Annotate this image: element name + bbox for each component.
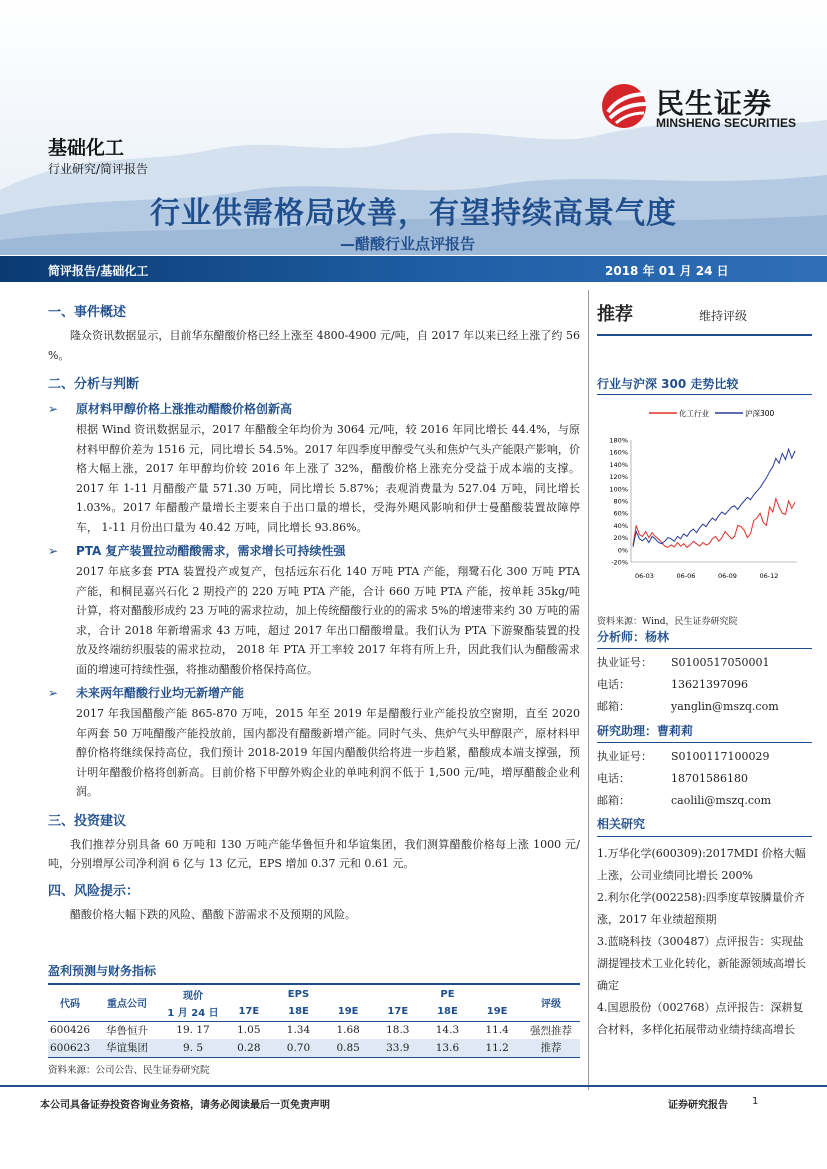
- report-type: 行业研究/简评报告: [48, 162, 149, 176]
- arrow-bullet-icon: ➢: [48, 544, 59, 558]
- brand-name-cn: 民生证券: [656, 87, 773, 120]
- section-3-title: 三、投资建议: [48, 813, 127, 829]
- chart-heading: 行业与沪深 300 走势比较: [597, 377, 739, 391]
- y-tick-label: 140%: [609, 460, 628, 469]
- y-tick-label: 180%: [609, 436, 628, 445]
- chart-legend: [649, 408, 775, 418]
- column-divider: [588, 290, 589, 1090]
- y-tick-label: 80%: [613, 497, 628, 506]
- subsection-1-title: ➢ 原材料甲醇价格上涨推动醋酸价格创新高: [48, 398, 580, 420]
- legend-label-hs300: 沪深300: [745, 409, 775, 418]
- footer-report-label: 证券研究报告: [668, 1100, 728, 1111]
- chart-source: 资料来源：Wind，民生证券研究院: [597, 617, 738, 627]
- brand-name-en: MINSHENG SECURITIES: [656, 116, 797, 130]
- series-line-chem: [633, 499, 795, 548]
- footer-rule: [0, 1085, 827, 1087]
- th-company: 重点公司: [107, 999, 147, 1011]
- related-item[interactable]: 3.蓝晓科技（300487）点评报告：实现盐湖提锂技术工业化转化，新能源领域高增长确定: [597, 935, 806, 992]
- subsection-2-title: ➢ PTA 复产装置拉动醋酸需求，需求增长可持续性强: [48, 540, 580, 562]
- y-tick-label: 0%: [617, 546, 628, 555]
- y-tick-label: 60%: [613, 509, 628, 518]
- sector-title: 基础化工: [48, 137, 125, 159]
- section-4-text: 醋酸价格大幅下跌的风险、醋酸下游需求不及预期的风险。: [70, 907, 356, 921]
- band-date: 2018 年 01 月 24 日: [605, 264, 729, 278]
- sidebar: [597, 300, 812, 336]
- analyst-phone-row: 电话： 13621397096: [597, 678, 748, 691]
- forecast-block: [48, 962, 580, 1076]
- th-eps-18e: 18E: [288, 1006, 309, 1018]
- assistant-phone-row: 电话： 18701586180: [597, 772, 748, 785]
- minsheng-logo-icon: [600, 82, 652, 130]
- y-tick-label: 160%: [609, 448, 628, 457]
- report-subtitle: —醋酸行业点评报告: [340, 235, 476, 253]
- rating-note: 维持评级: [699, 309, 748, 323]
- th-code: 代码: [60, 999, 80, 1011]
- band-category: 简评报告/基础化工: [48, 264, 149, 278]
- assistant-heading: 研究助理：曹莉莉: [597, 722, 812, 743]
- th-price: 现价: [183, 990, 203, 1002]
- forecast-source: 资料来源：公司公告、民生证券研究院: [48, 1064, 210, 1076]
- y-tick-label: 20%: [613, 534, 628, 543]
- chart-heading-rule: [597, 394, 812, 395]
- footer-page-number: 1: [752, 1096, 759, 1107]
- legend-label-chem: 化工行业: [679, 409, 709, 418]
- arrow-bullet-icon: ➢: [48, 402, 59, 416]
- y-tick-label: 40%: [613, 521, 628, 530]
- subsection-1-text: 根据 Wind 资讯数据显示，2017 年醋酸全年均价为 3064 元/吨，较 2016 年同比增长 44.4%，与原材料甲醇价差为 1516 元，同比增长 54.5%。2017 年四季度甲醇受气头和焦炉气头产能限产影响，价格大幅上涨，2017 年甲醇均价较 2016 年上涨了 32%，醋酸价格上涨充分受益于成本端的支撑。2017 年 1-11 月醋酸产量 571.30 万吨，同比增长 5.87%；表观消费量为 527.04 万吨，同比增长 1.03%。2017 年醋酸产量增长主要来自于出口量的增长，受海外飓风影响和伊士曼醋酸装置故障停车， 1-11 月份出口量为 40.42 万吨，同比增长 93.86%。: [76, 423, 580, 534]
- section-3-text: 我们推荐分别具备 60 万吨和 130 万吨产能华鲁恒升和华谊集团，我们测算醋酸价格每上涨 1000 元/吨，分别增厚公司净利润 6 亿与 13 亿元，EPS 增加 0.37 元和 0.61 元。: [48, 837, 580, 870]
- x-tick-label: 06-06: [676, 572, 696, 580]
- th-eps-17e: 17E: [238, 1006, 260, 1018]
- arrow-bullet-icon: ➢: [48, 686, 59, 700]
- x-tick-label: 06-12: [759, 572, 779, 580]
- related-item[interactable]: 1.万华化学(600309):2017MDI 价格大幅上涨，公司业绩同比增长 200%: [597, 847, 806, 882]
- th-eps: EPS: [287, 988, 310, 1000]
- report-title: 行业供需格局改善，有望持续高景气度: [150, 196, 677, 231]
- th-eps-19e: 19E: [337, 1006, 359, 1018]
- related-item[interactable]: 4.国恩股份（002768）点评报告：深耕复合材料，多样化拓展带动业绩持续高增长: [597, 1001, 804, 1036]
- related-research: [597, 815, 812, 1041]
- analyst-email-link[interactable]: yanglin@mszq.com: [671, 700, 779, 713]
- analyst-email-row: 邮箱： yanglin@mszq.com: [597, 696, 812, 718]
- th-pe-19e: 19E: [486, 1006, 508, 1018]
- assistant-cert-row: 执业证号： S0100117100029: [597, 750, 770, 763]
- subsection-2-text: 2017 年底多套 PTA 装置投产或复产，包括远东石化 140 万吨 PTA 产能，翔鹭石化 300 万吨 PTA 产能，和桐昆嘉兴石化 2 期投产的 220 万吨 PTA 产能，合计 660 万吨 PTA 产能，按单耗 35kg/吨计算，将对醋酸形成约 23 万吨的需求拉动，加上传统醋酸行业的的需求 5%的增速带来约 30 万吨的需求，合计 2018 年新增需求 43 万吨，超过 2017 年出口醋酸增量。我们认为 PTA 下游聚酯装置的投放及终端纺织服装的需求拉动， 2018 年 PTA 开工率较 2017 年将有所上升，因此我们认为醋酸需求面的增速可持续性强，将推动醋酸价格保持高位。: [76, 565, 580, 676]
- forecast-table: [48, 985, 580, 1058]
- section-2-title: 二、分析与判断: [48, 377, 140, 392]
- rating-value: 推荐: [597, 304, 633, 325]
- subsection-3-text: 2017 年我国醋酸产能 865-870 万吨，2015 年至 2019 年是醋酸行业产能投放空窗期，直至 2020 年两套 50 万吨醋酸产能投放前，国内都没有醋酸新增产能。同时气头、焦炉气头甲醇限产，原材料甲醇价格将继续保持高位，我们预计 2018-2019 年国内醋酸供给将进一步趋紧，醋酸成本端支撑强，预计明年醋酸价格将创新高。目前价格下甲醇外购企业的单吨利润不低于 1,500 元/吨，增厚醋酸企业利润。: [76, 707, 580, 798]
- related-item[interactable]: 2.利尔化学(002258):四季度草铵膦量价齐涨，2017 年业绩超预期: [597, 891, 805, 926]
- section-4-title: 四、风险提示：: [48, 883, 140, 899]
- section-1-text: 隆众资讯数据显示，目前华东醋酸价格已经上涨至 4800-4900 元/吨，自 2017 年以来已经上涨了约 56 %。: [48, 329, 580, 362]
- related-heading: 相关研究: [597, 815, 812, 837]
- main-content: [48, 297, 580, 924]
- assistant-email-link[interactable]: caolili@mszq.com: [671, 794, 772, 807]
- forecast-title: 盈利预测与财务指标: [48, 962, 580, 985]
- th-rating: 评级: [541, 999, 561, 1011]
- th-price-date: 1 月 24 日: [167, 1008, 219, 1020]
- th-pe-17e: 17E: [387, 1006, 409, 1018]
- section-1-title: 一、事件概述: [48, 305, 127, 320]
- analyst-block: [597, 628, 812, 812]
- x-tick-label: 06-09: [718, 572, 737, 580]
- x-tick-label: 06-03: [635, 572, 654, 580]
- y-tick-label: 120%: [609, 473, 628, 482]
- th-pe-18e: 18E: [437, 1006, 458, 1018]
- analyst-cert-row: 执业证号： S0100517050001: [597, 656, 770, 669]
- footer-disclaimer: 本公司具备证券投资咨询业务资格，请务必阅读最后一页免责声明: [40, 1100, 330, 1111]
- y-tick-label: 100%: [609, 485, 628, 494]
- table-row: 600426 华鲁恒升 19. 17 1.05 1.34 1.68 18.3 14.3 11.4 强烈推荐: [49, 1024, 572, 1037]
- assistant-email-row: 邮箱： caolili@mszq.com: [597, 790, 812, 812]
- table-row: 600623 华谊集团 9. 5 0.28 0.70 0.85 33.9 13.6 11.2 推荐: [48, 1039, 580, 1057]
- th-pe: PE: [440, 988, 455, 1000]
- subsection-3-title: ➢ 未来两年醋酸行业均无新增产能: [48, 682, 580, 704]
- analyst-heading: 分析师：杨林: [597, 628, 812, 649]
- series-line-hs300: [633, 449, 795, 547]
- trend-chart: [597, 400, 812, 600]
- y-tick-label: -20%: [611, 558, 628, 567]
